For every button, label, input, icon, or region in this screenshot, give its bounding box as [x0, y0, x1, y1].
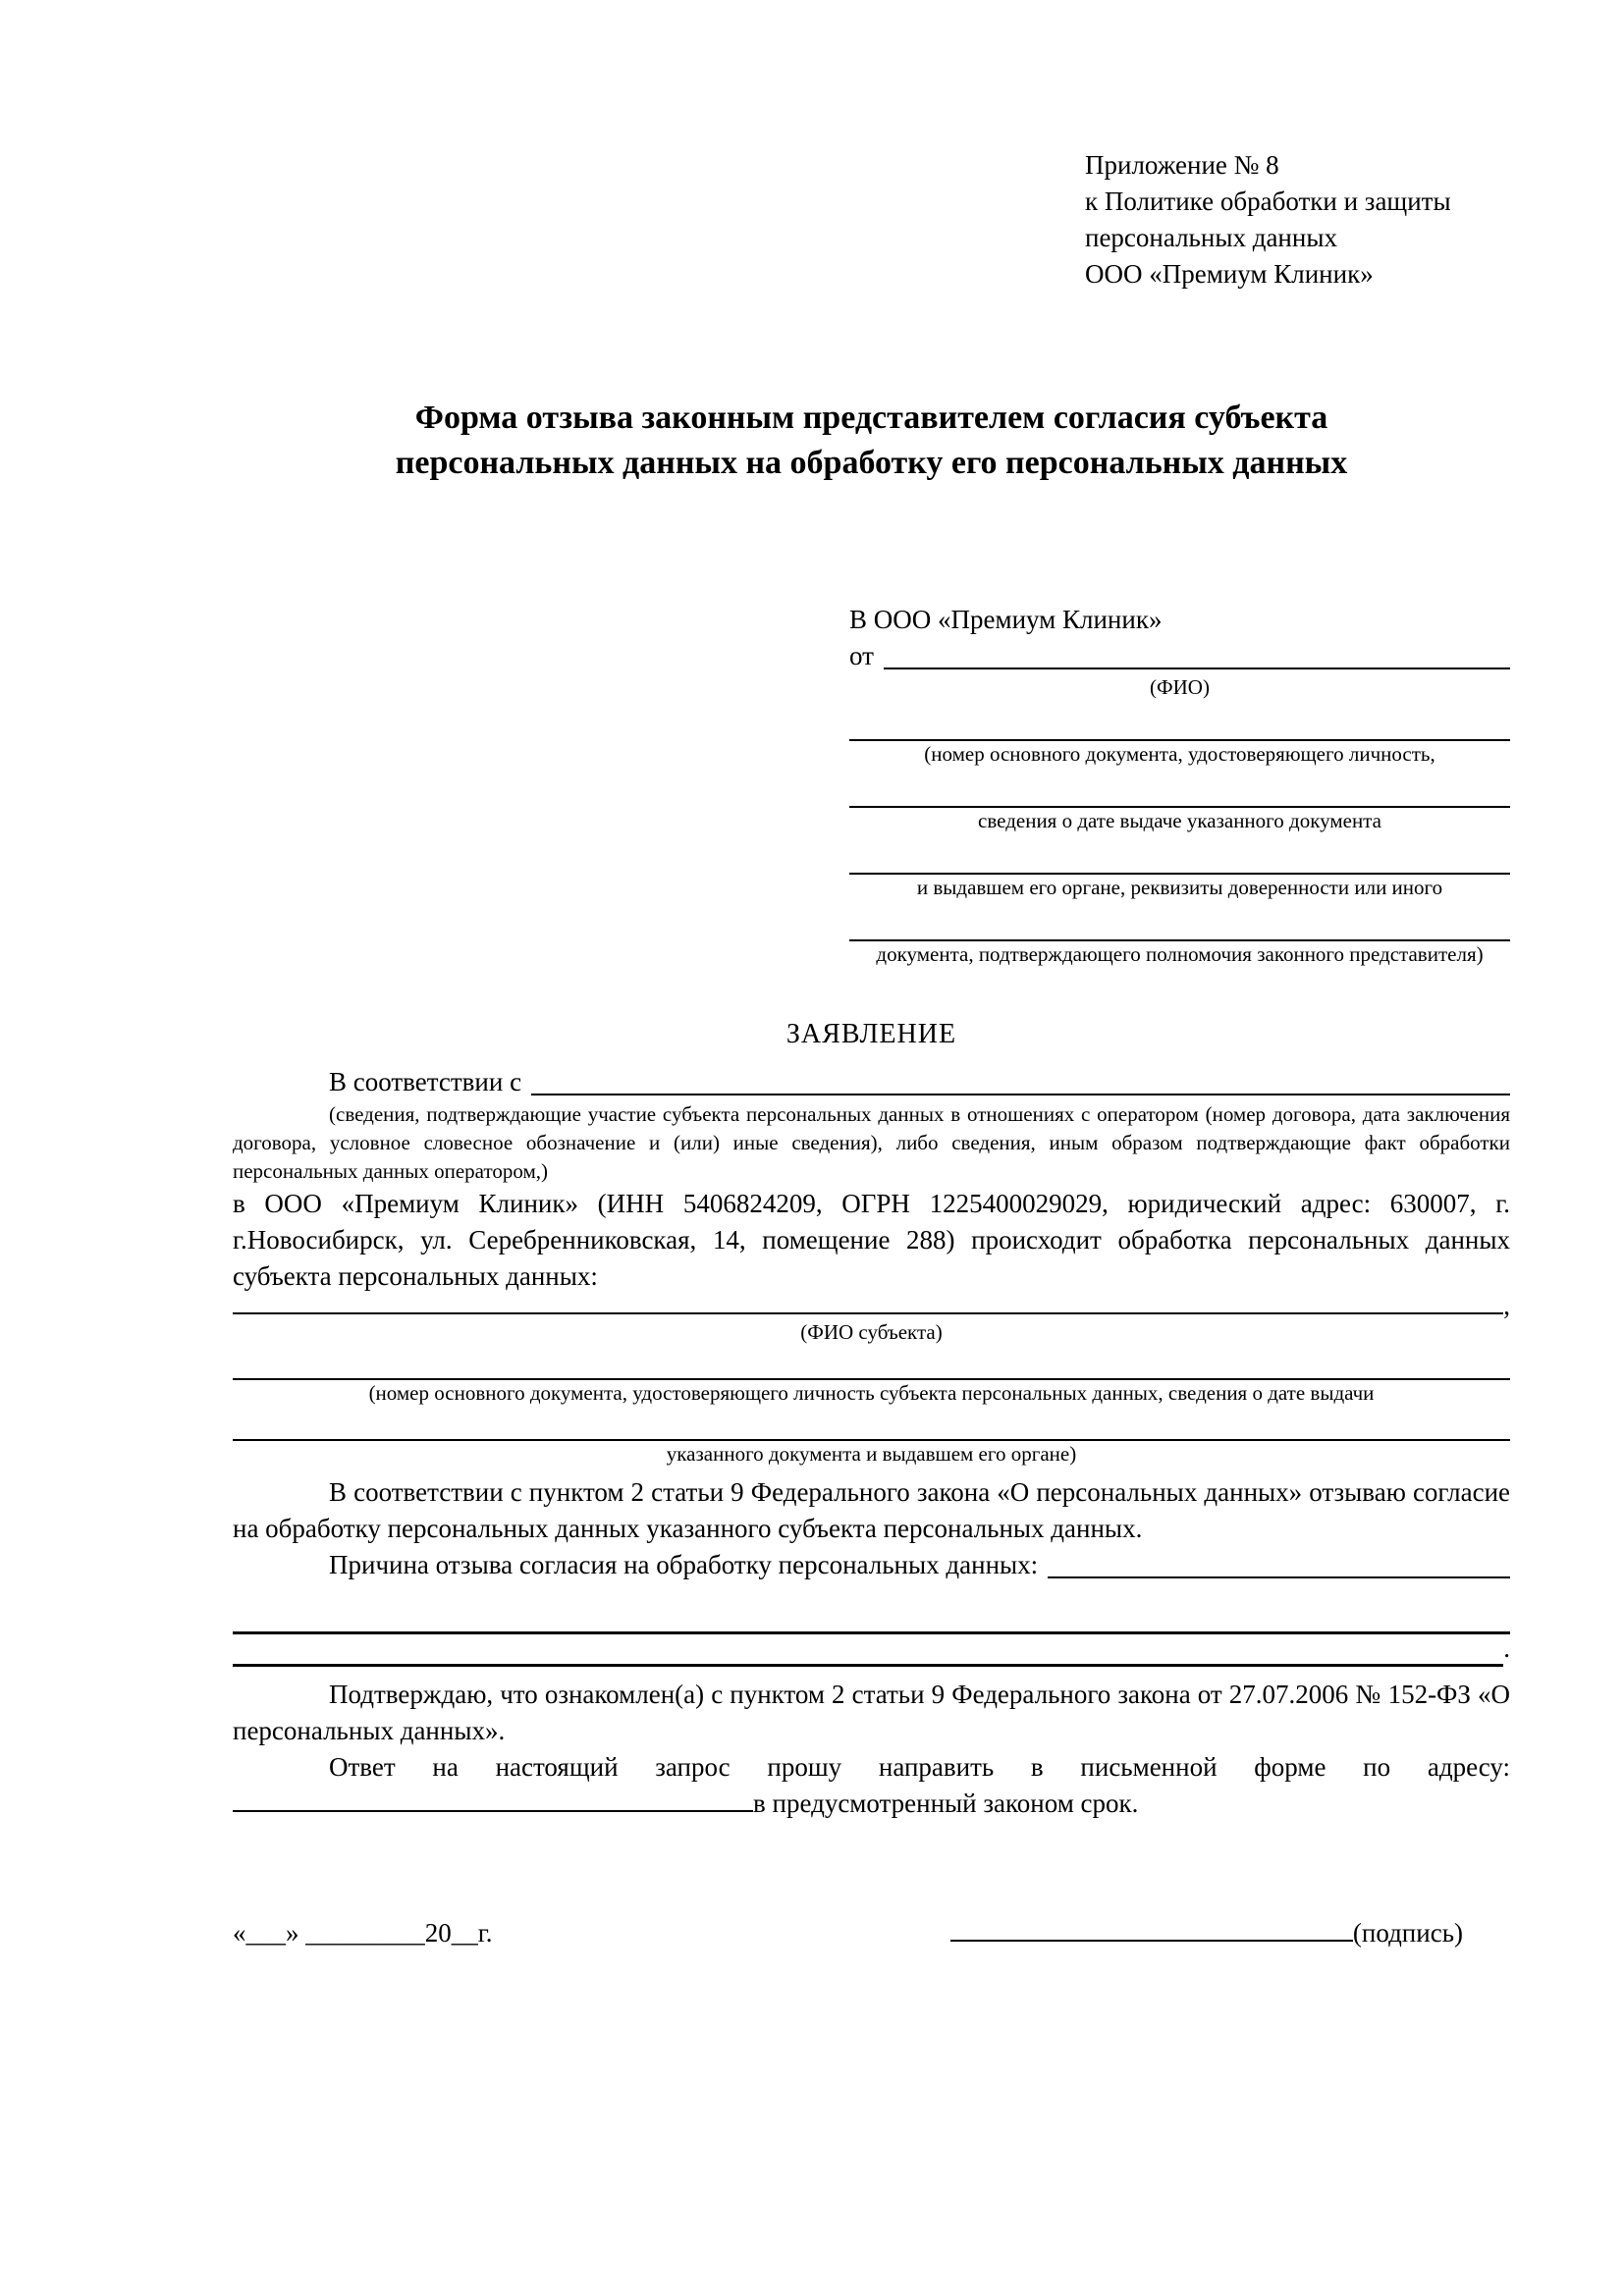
- reply-prefix: Ответ на настоящий запрос прошу направить в письменной форме по адресу:: [329, 1752, 1510, 1782]
- reason-field[interactable]: [233, 1631, 1510, 1634]
- document-title-line: персональных данных на обработку его персональных данных: [395, 445, 1348, 481]
- from-label: от: [849, 641, 874, 670]
- statement-heading: ЗАЯВЛЕНИЕ: [785, 1019, 957, 1049]
- doc-note: документа, подтверждающего полномочия законного представителя): [876, 942, 1484, 966]
- from-name-field[interactable]: [884, 667, 1510, 669]
- subject-fio-field[interactable]: [233, 1312, 1503, 1314]
- subject-doc-field[interactable]: [233, 1345, 1510, 1380]
- reply-paragraph: [233, 1749, 1510, 1822]
- representative-doc-field[interactable]: [849, 700, 1510, 741]
- subject-fio-row: [233, 1291, 1510, 1320]
- reply-suffix: в предусмотренный законом срок.: [753, 1789, 1139, 1818]
- reason-row: [233, 1547, 1510, 1583]
- recipient-block: [849, 602, 1510, 967]
- confirm-paragraph: Подтверждаю, что ознакомлен(а) с пунктом 2 статьи 9 Федерального закона от 27.07.2006 № 152-ФЗ «О персональных данных».: [233, 1680, 1510, 1745]
- appendix-line: Приложение № 8: [1085, 150, 1279, 180]
- from-row: [849, 638, 1510, 674]
- signature-block: [950, 1915, 1463, 1951]
- reason-label: Причина отзыва согласия на обработку персональных данных:: [329, 1550, 1039, 1579]
- reason-extra-line: [233, 1634, 1510, 1667]
- doc-note: и выдавшем его органе, реквизиты доверенности или иного: [916, 876, 1443, 899]
- recipient-to: В ООО «Премиум Клиник»: [849, 605, 1163, 634]
- appendix-line: ООО «Премиум Клиник»: [1085, 259, 1374, 289]
- reason-extra-line: [233, 1613, 1510, 1634]
- appendix-block: [1085, 147, 1510, 293]
- withdraw-paragraph: В соответствии с пунктом 2 статьи 9 Федерального закона «О персональных данных» отзываю согласие на обработку персональных данных указанного субъекта персональных данных.: [233, 1477, 1510, 1543]
- subject-doc-note: указанного документа и выдавшем его органе): [666, 1442, 1077, 1466]
- reply-address-field[interactable]: [233, 1809, 753, 1812]
- comma-text: ,: [1503, 1291, 1510, 1320]
- accordance-field[interactable]: [531, 1094, 1510, 1095]
- signature-note: (подпись): [1352, 1918, 1463, 1948]
- document-title-line: Форма отзыва законным представителем согласия субъекта: [414, 400, 1328, 436]
- doc-note: (номер основного документа, удостоверяющего личность,: [924, 742, 1435, 766]
- accordance-row: [233, 1064, 1510, 1100]
- subject-doc-field[interactable]: [233, 1406, 1510, 1441]
- signature-field[interactable]: [950, 1939, 1353, 1942]
- representative-doc-field[interactable]: [849, 767, 1510, 808]
- doc-note: сведения о дате выдаче указанного документа: [978, 809, 1381, 832]
- accordance-note: (сведения, подтверждающие участие субъекта персональных данных в отношениях с оператором (номер договора, дата заключения договора, условное словесное обозначение и (или) иные сведения), либо сведения, иным образом подтверждающие факт обработки персональных данных оператором,): [233, 1102, 1510, 1183]
- document-title: [233, 396, 1510, 486]
- subject-doc-note: (номер основного документа, удостоверяющего личность субъекта персональных данных, сведения о дате выдачи: [368, 1381, 1375, 1405]
- subject-fio-note: (ФИО субъекта): [800, 1320, 943, 1344]
- footer-row: [233, 1915, 1510, 1951]
- operator-paragraph: в ООО «Премиум Клиник» (ИНН 5406824209, ОГРН 1225400029029, юридический адрес: 630007, г. г.Новосибирск, ул. Серебренниковская, 14, помещение 288) происходит обработка персональных данных субъекта персональных данных:: [233, 1189, 1510, 1291]
- date-field[interactable]: «___» _________20__г.: [233, 1918, 493, 1948]
- period-text: .: [1503, 1633, 1510, 1663]
- accordance-prefix: В соответствии с: [329, 1067, 522, 1096]
- representative-doc-field[interactable]: [849, 833, 1510, 875]
- appendix-line: персональных данных: [1085, 223, 1337, 252]
- appendix-line: к Политике обработки и защиты: [1085, 187, 1451, 216]
- reason-field[interactable]: [233, 1664, 1503, 1667]
- reason-field[interactable]: [1048, 1576, 1510, 1578]
- fio-note: (ФИО): [1150, 675, 1210, 699]
- representative-doc-field[interactable]: [849, 900, 1510, 941]
